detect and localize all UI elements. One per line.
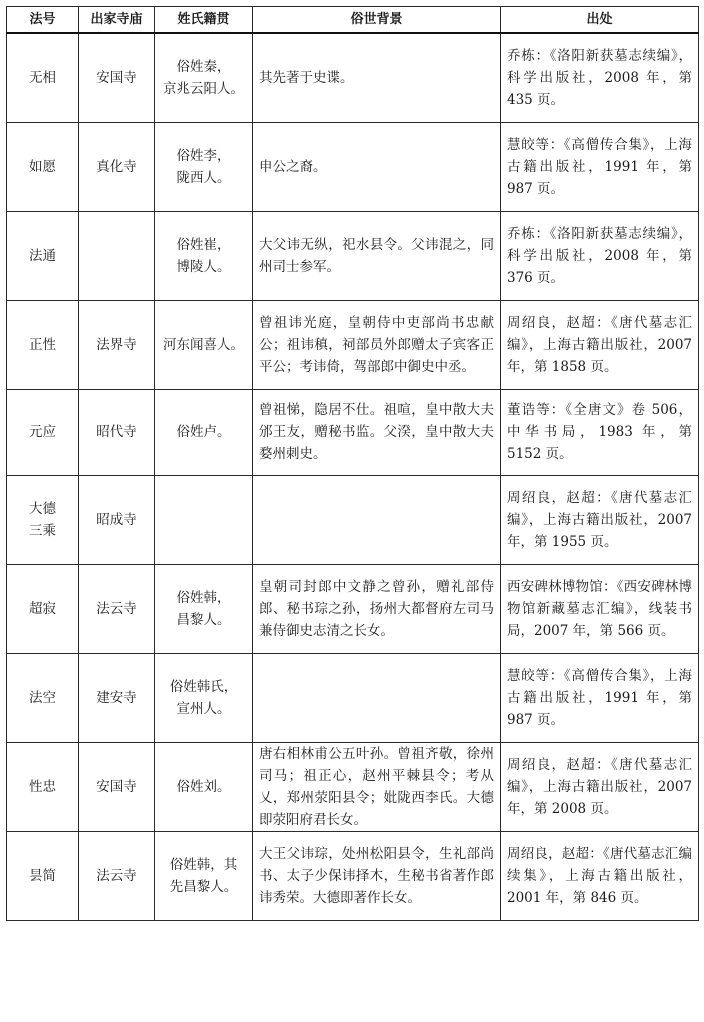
cell-temple: 法云寺 [79, 564, 155, 653]
cell-origin: 河东闻喜人。 [155, 300, 253, 389]
table-row [7, 653, 699, 742]
cell-background: 大父讳无纵，祀水县令。父讳混之，同州司士参军。 [253, 211, 501, 300]
cell-source: 周绍良，赵超：《唐代墓志汇编》，上海古籍出版社，2007 年，第 2008 页。 [501, 742, 699, 831]
cell-origin: 俗姓崔， 博陵人。 [155, 211, 253, 300]
cell-temple: 法界寺 [79, 300, 155, 389]
cell-origin: 俗姓韩，其 先昌黎人。 [155, 831, 253, 920]
cell-background: 申公之裔。 [253, 122, 501, 211]
cell-origin: 俗姓秦， 京兆云阳人。 [155, 33, 253, 122]
cell-source: 乔栋：《洛阳新获墓志续编》，科学出版社，2008 年，第 376 页。 [501, 211, 699, 300]
header-origin: 姓氏籍贯 [155, 7, 253, 34]
cell-source: 慧皎等：《高僧传合集》，上海古籍出版社，1991 年，第 987 页。 [501, 653, 699, 742]
cell-origin [155, 475, 253, 564]
table-row [7, 564, 699, 653]
table-row [7, 300, 699, 389]
cell-name: 昙简 [7, 831, 79, 920]
table-row [7, 122, 699, 211]
cell-temple: 法云寺 [79, 831, 155, 920]
table-row [7, 211, 699, 300]
cell-name: 如愿 [7, 122, 79, 211]
header-name: 法号 [7, 7, 79, 34]
header-source: 出处 [501, 7, 699, 34]
table-body [7, 33, 699, 920]
cell-name: 大德 三乘 [7, 475, 79, 564]
table-row [7, 831, 699, 920]
cell-background: 曾祖悌，隐居不仕。祖喧，皇中散大夫邠王友，赠秘书监。父湀，皇中散大夫婺州刺史。 [253, 389, 501, 475]
cell-name: 法通 [7, 211, 79, 300]
cell-name: 无相 [7, 33, 79, 122]
cell-background: 曾祖讳光庭，皇朝侍中吏部尚书忠献公；祖讳稹，祠部员外郎赠太子宾客正平公；考讳倚，驾部郎中御史中丞。 [253, 300, 501, 389]
table-row [7, 742, 699, 831]
table-header [7, 7, 699, 34]
table-row [7, 33, 699, 122]
cell-name: 正性 [7, 300, 79, 389]
cell-source: 慧皎等：《高僧传合集》，上海古籍出版社，1991 年，第 987 页。 [501, 122, 699, 211]
cell-name: 法空 [7, 653, 79, 742]
header-temple: 出家寺庙 [79, 7, 155, 34]
cell-background: 皇朝司封郎中文静之曾孙，赠礼部侍郎、秘书琮之孙，扬州大都督府左司马兼侍御史志清之长女。 [253, 564, 501, 653]
cell-background: 其先著于史谍。 [253, 33, 501, 122]
table-row [7, 475, 699, 564]
cell-source: 周绍良，赵超：《唐代墓志汇编》，上海古籍出版社，2007 年，第 1858 页。 [501, 300, 699, 389]
cell-origin: 俗姓韩， 昌黎人。 [155, 564, 253, 653]
cell-source: 周绍良，赵超：《唐代墓志汇编续集》，上海古籍出版社，2001 年，第 846 页。 [501, 831, 699, 920]
cell-name: 超寂 [7, 564, 79, 653]
cell-origin: 俗姓卢。 [155, 389, 253, 475]
cell-temple: 安国寺 [79, 742, 155, 831]
cell-background [253, 653, 501, 742]
cell-temple: 安国寺 [79, 33, 155, 122]
table-row [7, 389, 699, 475]
cell-background: 大王父讳琮，处州松阳县令，生礼部尚书、太子少保讳择木，生秘书省著作郎讳秀荣。大德即著作长女。 [253, 831, 501, 920]
cell-origin: 俗姓韩氏， 宣州人。 [155, 653, 253, 742]
cell-name: 性忠 [7, 742, 79, 831]
header-background: 俗世背景 [253, 7, 501, 34]
cell-background [253, 475, 501, 564]
cell-temple: 真化寺 [79, 122, 155, 211]
cell-source: 董诰等：《全唐文》卷 506，中华书局，1983 年，第 5152 页。 [501, 389, 699, 475]
header-row [7, 7, 699, 34]
cell-temple: 昭代寺 [79, 389, 155, 475]
cell-origin: 俗姓李， 陇西人。 [155, 122, 253, 211]
cell-name: 元应 [7, 389, 79, 475]
cell-temple: 昭成寺 [79, 475, 155, 564]
cell-source: 乔栋：《洛阳新获墓志续编》，科学出版社，2008 年，第 435 页。 [501, 33, 699, 122]
cell-background: 唐右相林甫公五叶孙。曾祖齐敬，徐州司马；祖正心，赵州平棘县令；考从乂，郑州荥阳县令；妣陇西李氏。大德即荥阳府君长女。 [253, 742, 501, 831]
cell-origin: 俗姓刘。 [155, 742, 253, 831]
cell-temple [79, 211, 155, 300]
monk-table [6, 6, 699, 921]
cell-source: 周绍良，赵超：《唐代墓志汇编》，上海古籍出版社，2007 年，第 1955 页。 [501, 475, 699, 564]
cell-temple: 建安寺 [79, 653, 155, 742]
cell-source: 西安碑林博物馆：《西安碑林博物馆新藏墓志汇编》，线装书局，2007 年，第 566 页。 [501, 564, 699, 653]
